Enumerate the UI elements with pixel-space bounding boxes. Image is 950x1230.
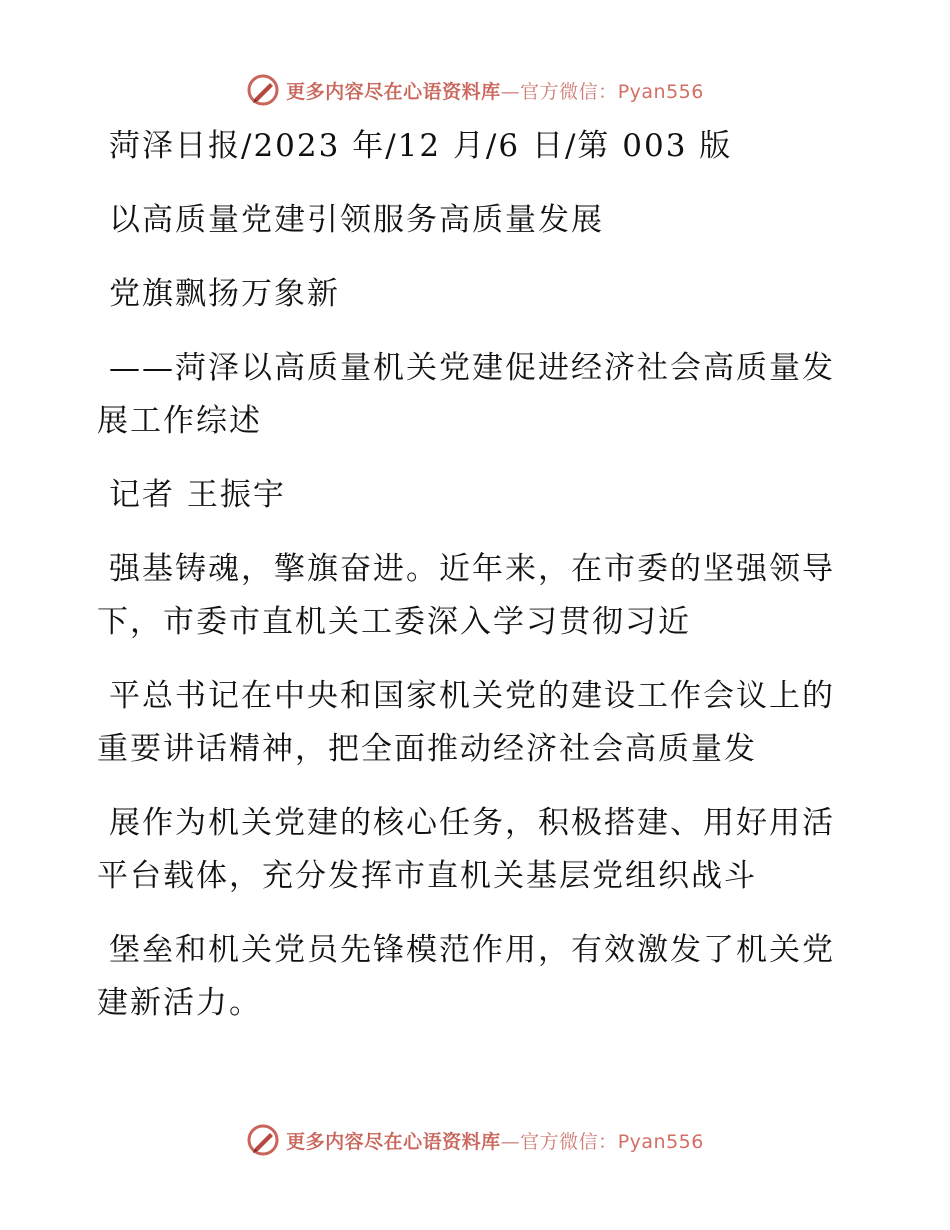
body-paragraph: 强基铸魂，擎旗奋进。近年来，在市委的坚强领导下，市委市直机关工委深入学习贯彻习近 [97,551,835,640]
body-paragraph: 展作为机关党建的核心任务，积极搭建、用好用活平台载体，充分发挥市直机关基层党组织战斗 [97,805,835,894]
watermark-label: 官方微信： [520,80,618,103]
byline: 记者 王振宇 [109,477,286,513]
watermark-wechat-id: Pyan556 [617,80,704,103]
source-line: 菏泽日报/2023 年/12 月/6 日/第 003 版 [109,128,733,164]
watermark-header [0,70,950,110]
watermark-separator: — [500,1130,521,1153]
pen-logo-icon [246,1123,280,1157]
body-paragraph: 堡垒和机关党员先锋模范作用，有效激发了机关党建新活力。 [97,932,835,1021]
watermark-footer [0,1120,950,1160]
watermark-wechat-id: Pyan556 [617,1130,704,1153]
watermark-separator: — [500,80,521,103]
pen-logo-icon [246,73,280,107]
article-body [97,120,837,1030]
watermark-brand: 更多内容尽在心语资料库 [286,1130,501,1153]
headline: 党旗飘扬万象新 [109,276,340,312]
watermark-text [286,1127,704,1154]
watermark-label: 官方微信： [520,1130,618,1153]
subheadline: ——菏泽以高质量机关党建促进经济社会高质量发展工作综述 [97,350,835,439]
watermark-text [286,77,704,104]
column-title: 以高质量党建引领服务高质量发展 [109,202,604,238]
body-paragraph: 平总书记在中央和国家机关党的建设工作会议上的重要讲话精神，把全面推动经济社会高质量发 [97,678,835,767]
watermark-brand: 更多内容尽在心语资料库 [286,80,501,103]
